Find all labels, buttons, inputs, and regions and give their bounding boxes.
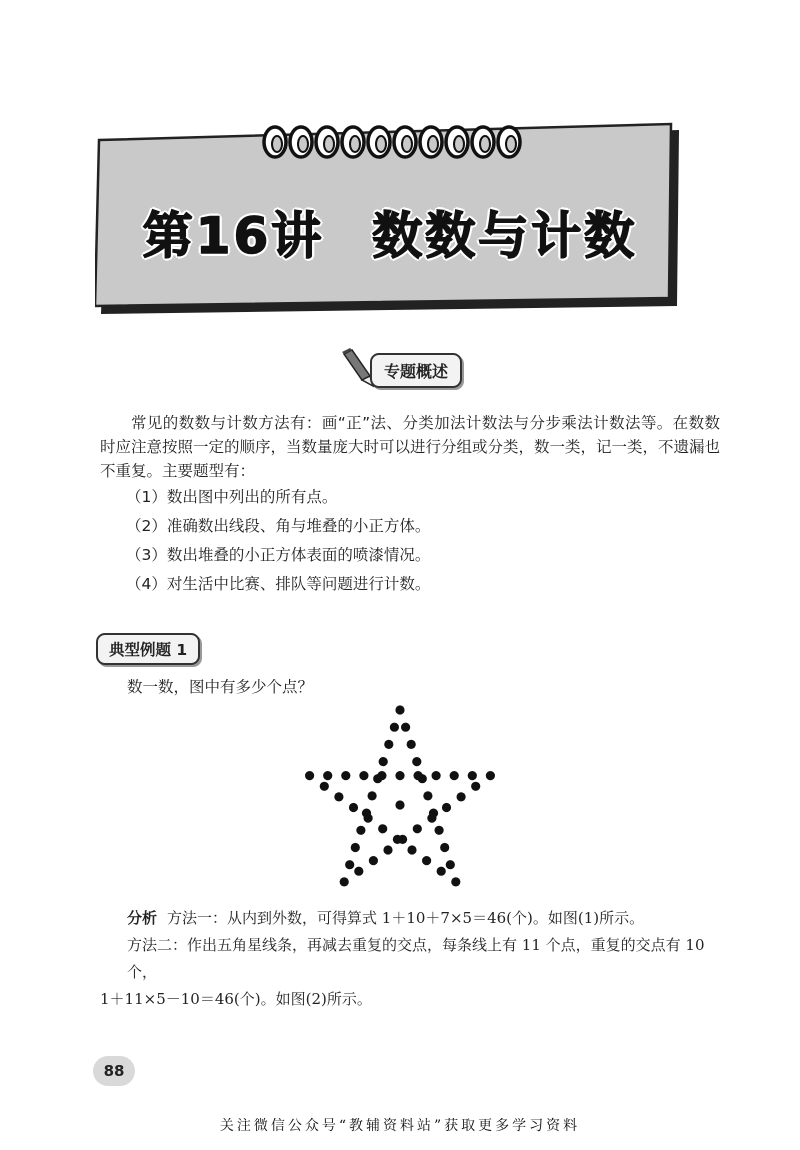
star-dot: [377, 771, 386, 780]
star-dot: [414, 771, 423, 780]
star-dot: [437, 867, 446, 876]
star-dot: [393, 835, 402, 844]
chapter-name: 数数与计数: [372, 207, 638, 265]
star-dot: [440, 843, 449, 852]
star-dot: [341, 771, 350, 780]
star-dot: [427, 814, 436, 823]
spiral-ring-icon: [472, 127, 494, 157]
analysis-method-2-cont: 1＋11×5－10＝46(个)。如图(2)所示。: [100, 990, 372, 1008]
star-dot: [450, 771, 459, 780]
chapter-banner: [95, 118, 685, 318]
star-dot: [349, 803, 358, 812]
star-dot: [390, 723, 399, 732]
star-dot: [354, 867, 363, 876]
spiral-ring-icon: [290, 127, 312, 157]
star-dot: [379, 757, 388, 766]
star-dot: [412, 757, 421, 766]
star-dot: [407, 845, 416, 854]
spiral-ring-icon: [394, 127, 416, 157]
star-dot: [407, 740, 416, 749]
chapter-number: 第16讲: [142, 207, 325, 265]
overview-paragraph: 常见的数数与计数方法有：画“正”法、分类加法计数法与分步乘法计数法等。在数数时应注意按照一定的顺序，当数量庞大时可以进行分组或分类，数一类，记一类，不遗漏也不重复。主要题型有：: [100, 414, 721, 480]
star-dot: [422, 856, 431, 865]
footer-note: 关注微信公众号“教辅资料站”获取更多学习资料: [219, 1118, 581, 1134]
star-dot: [451, 877, 460, 886]
star-dot: [435, 826, 444, 835]
star-dot: [378, 824, 387, 833]
star-dot: [457, 792, 466, 801]
star-dot: [395, 800, 404, 809]
spiral-ring-icon: [264, 127, 286, 157]
star-dot: [401, 723, 410, 732]
star-dot: [442, 803, 451, 812]
star-dot: [471, 782, 480, 791]
list-item: （1）数出图中列出的所有点。: [126, 488, 338, 506]
star-dot-figure: [300, 700, 500, 890]
star-dot: [383, 845, 392, 854]
star-dot: [413, 824, 422, 833]
overview-body: [100, 411, 720, 599]
star-dot: [446, 860, 455, 869]
star-dot: [395, 705, 404, 714]
list-item: （2）准确数出线段、角与堆叠的小正方体。: [126, 517, 431, 535]
chapter-title: [95, 196, 685, 268]
star-dot: [305, 771, 314, 780]
star-dot: [351, 843, 360, 852]
star-dot: [384, 740, 393, 749]
spiral-ring-icon: [316, 127, 338, 157]
star-dot: [486, 771, 495, 780]
analysis-section: [100, 905, 720, 1013]
analysis-method-1: 方法一：从内到外数，可得算式 1＋10＋7×5＝46(个)。如图(1)所示。: [167, 909, 645, 927]
spiral-ring-icon: [446, 127, 468, 157]
spiral-ring-icon: [342, 127, 364, 157]
analysis-label: 分析: [127, 909, 158, 927]
star-dot: [423, 791, 432, 800]
list-item: （4）对生活中比赛、排队等问题进行计数。: [126, 575, 431, 593]
example-question: 数一数，图中有多少个点？: [127, 678, 314, 696]
spiral-ring-icon: [420, 127, 442, 157]
list-item: （3）数出堆叠的小正方体表面的喷漆情况。: [126, 546, 431, 564]
question-type-list: [100, 483, 720, 599]
star-dot: [356, 826, 365, 835]
star-dot: [340, 877, 349, 886]
star-dot: [468, 771, 477, 780]
star-dot: [368, 791, 377, 800]
star-dot: [345, 860, 354, 869]
spiral-ring-icon: [498, 127, 520, 157]
star-dot: [432, 771, 441, 780]
star-dot: [359, 771, 368, 780]
star-dot: [334, 792, 343, 801]
star-dot: [395, 771, 404, 780]
example-label: 典型例题 1: [96, 633, 200, 665]
star-dot: [369, 856, 378, 865]
page-number: 88: [93, 1056, 135, 1086]
analysis-method-2: 方法二：作出五角星线条，再减去重复的交点，每条线上有 11 个点，重复的交点有 10 个，: [127, 936, 705, 981]
spiral-ring-icon: [368, 127, 390, 157]
overview-label: 专题概述: [370, 353, 462, 388]
star-dot: [362, 809, 371, 818]
star-dot: [320, 782, 329, 791]
star-dot: [323, 771, 332, 780]
